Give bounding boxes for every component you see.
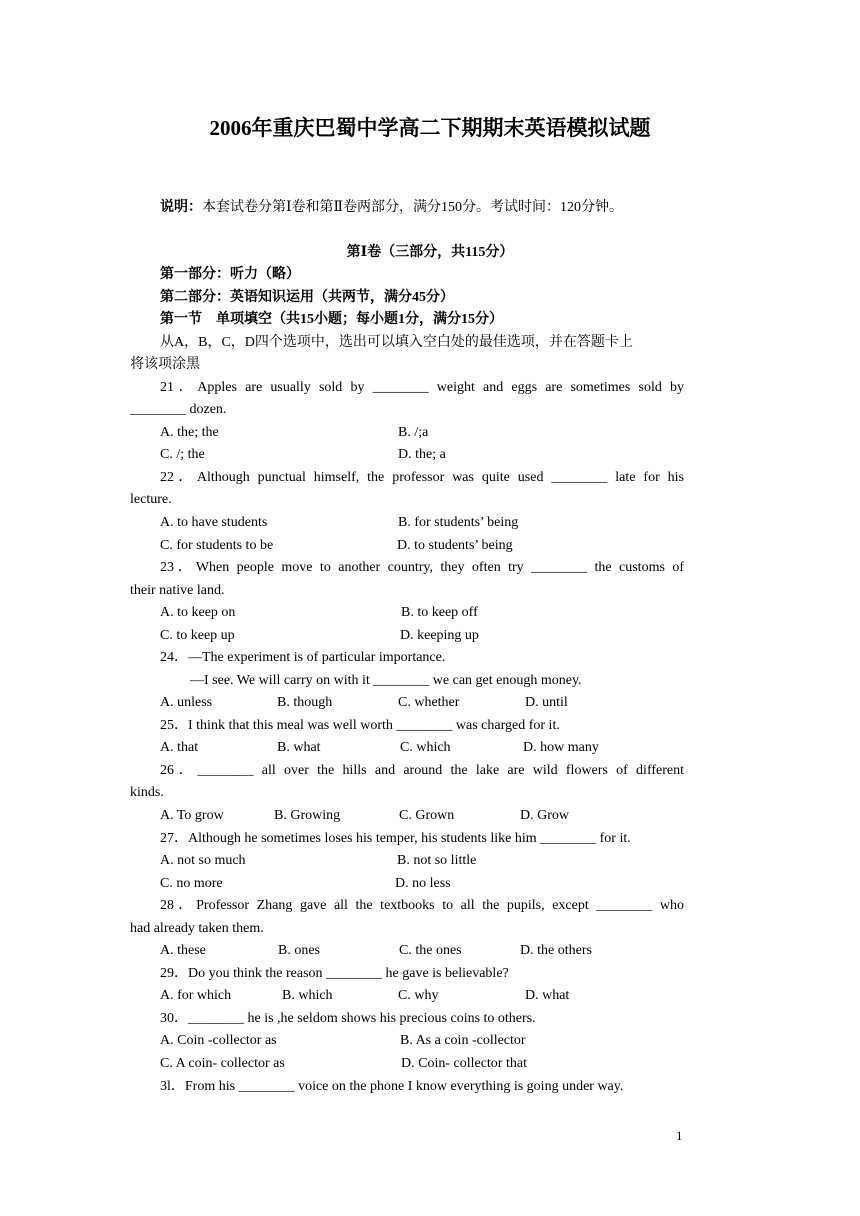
option-b: B. for students’ being: [398, 515, 519, 530]
option-a: A. Coin -collector as: [160, 1033, 277, 1048]
question-31-line-1: 3l．From his ________ voice on the phone I know everything is going under way.: [160, 1079, 624, 1094]
option-b: B. not so little: [397, 853, 477, 868]
option-a: A. for which: [160, 988, 232, 1003]
option-a: A. unless: [160, 695, 213, 710]
option-d: D. no less: [395, 876, 451, 891]
question-22-line-2: lecture.: [130, 492, 172, 507]
option-d: D. keeping up: [400, 628, 479, 643]
question-26-options: [160, 806, 720, 826]
option-c: C. to keep up: [160, 628, 235, 643]
question-29-line-1: 29．Do you think the reason ________ he gave is believable?: [160, 966, 509, 981]
part1-heading: 第一部分：听力（略）: [160, 267, 300, 282]
note-label: 说明：: [160, 200, 202, 215]
option-b: B. ones: [278, 943, 320, 958]
option-b: B. what: [277, 740, 321, 755]
question-30-options-row-2: [160, 1054, 720, 1074]
part2-heading: 第二部分：英语知识运用（共两节，满分45分）: [160, 290, 454, 305]
option-b: B. As a coin -collector: [400, 1033, 526, 1048]
question-30-options-row-1: [160, 1031, 720, 1051]
option-c: C. for students to be: [160, 538, 274, 553]
question-24-options: [160, 693, 720, 713]
question-27-options-row-2: [160, 874, 720, 894]
question-23-options-row-2: [160, 626, 720, 646]
option-a: A. the; the: [160, 425, 219, 440]
question-21-options-row-2: [160, 445, 720, 465]
option-d: D. Grow: [520, 808, 569, 823]
question-21-line-1: 21．Apples are usually sold by ________ weight and eggs are sometimes sold by: [160, 380, 684, 395]
option-a: A. not so much: [160, 853, 246, 868]
instruction-line-1: 从A，B，C，D四个选项中，选出可以填入空白处的最佳选项，并在答题卡上: [160, 335, 633, 350]
question-23-options-row-1: [160, 603, 720, 623]
option-b: B. to keep off: [401, 605, 478, 620]
instructions-note: [160, 198, 714, 218]
question-29-options: [160, 986, 720, 1006]
question-27-line-1: 27．Although he sometimes loses his temper, his students like him ________ for it.: [160, 831, 631, 846]
volume-heading: 第Ⅰ卷（三部分，共115分）: [346, 245, 514, 260]
option-a: A. To grow: [160, 808, 224, 823]
question-22-options-row-1: [160, 513, 720, 533]
option-c: C. A coin- collector as: [160, 1056, 285, 1071]
option-d: D. how many: [523, 740, 599, 755]
option-a: A. that: [160, 740, 199, 755]
page-title: 2006年重庆巴蜀中学高二下期期末英语模拟试题: [209, 116, 651, 140]
option-b: B. Growing: [274, 808, 341, 823]
question-25-options: [160, 738, 720, 758]
question-24-line-2: —I see. We will carry on with it ________ we can get enough money.: [190, 673, 582, 688]
question-28-line-1: 28．Professor Zhang gave all the textbooks to all the pupils, except ________ who: [160, 898, 684, 913]
question-27-options-row-1: [160, 851, 720, 871]
option-d: D. the others: [520, 943, 592, 958]
question-26-line-1: 26．________ all over the hills and around the lake are wild flowers of different: [160, 763, 684, 778]
option-b: B. which: [282, 988, 333, 1003]
question-21-line-2: ________ dozen.: [130, 402, 227, 417]
section1-heading: 第一节 单项填空（共15小题；每小题1分，满分15分）: [160, 312, 503, 327]
option-d: D. Coin- collector that: [401, 1056, 527, 1071]
option-c: C. /; the: [160, 447, 205, 462]
option-d: D. until: [525, 695, 568, 710]
option-c: C. why: [398, 988, 439, 1003]
note-text: 本套试卷分第Ⅰ卷和第Ⅱ卷两部分，满分150分。考试时间：120分钟。: [202, 200, 624, 215]
instruction-line-2: 将该项涂黑: [130, 357, 200, 372]
option-c: C. Grown: [399, 808, 455, 823]
question-22-options-row-2: [160, 536, 720, 556]
option-d: D. the; a: [398, 447, 446, 462]
question-22-line-1: 22．Although punctual himself, the professor was quite used ________ late for his: [160, 470, 684, 485]
option-c: C. whether: [398, 695, 460, 710]
question-30-line-1: 30．________ he is ,he seldom shows his precious coins to others.: [160, 1011, 536, 1026]
option-d: D. to students’ being: [397, 538, 513, 553]
option-b: B. though: [277, 695, 333, 710]
question-28-options: [160, 941, 720, 961]
question-28-line-2: had already taken them.: [130, 921, 264, 936]
question-23-line-1: 23．When people move to another country, they often try ________ the customs of: [160, 560, 684, 575]
question-25-line-1: 25．I think that this meal was well worth ________ was charged for it.: [160, 718, 560, 733]
question-21-options-row-1: [160, 423, 720, 443]
option-b: B. /;a: [398, 425, 429, 440]
question-24-line-1: 24．—The experiment is of particular importance.: [160, 650, 446, 665]
question-26-line-2: kinds.: [130, 785, 164, 800]
option-a: A. to have students: [160, 515, 268, 530]
option-a: A. to keep on: [160, 605, 236, 620]
option-d: D. what: [525, 988, 570, 1003]
question-23-line-2: their native land.: [130, 583, 225, 598]
option-c: C. which: [400, 740, 451, 755]
option-a: A. these: [160, 943, 206, 958]
option-c: C. no more: [160, 876, 223, 891]
page-number: 1: [676, 1128, 683, 1143]
option-c: C. the ones: [399, 943, 462, 958]
